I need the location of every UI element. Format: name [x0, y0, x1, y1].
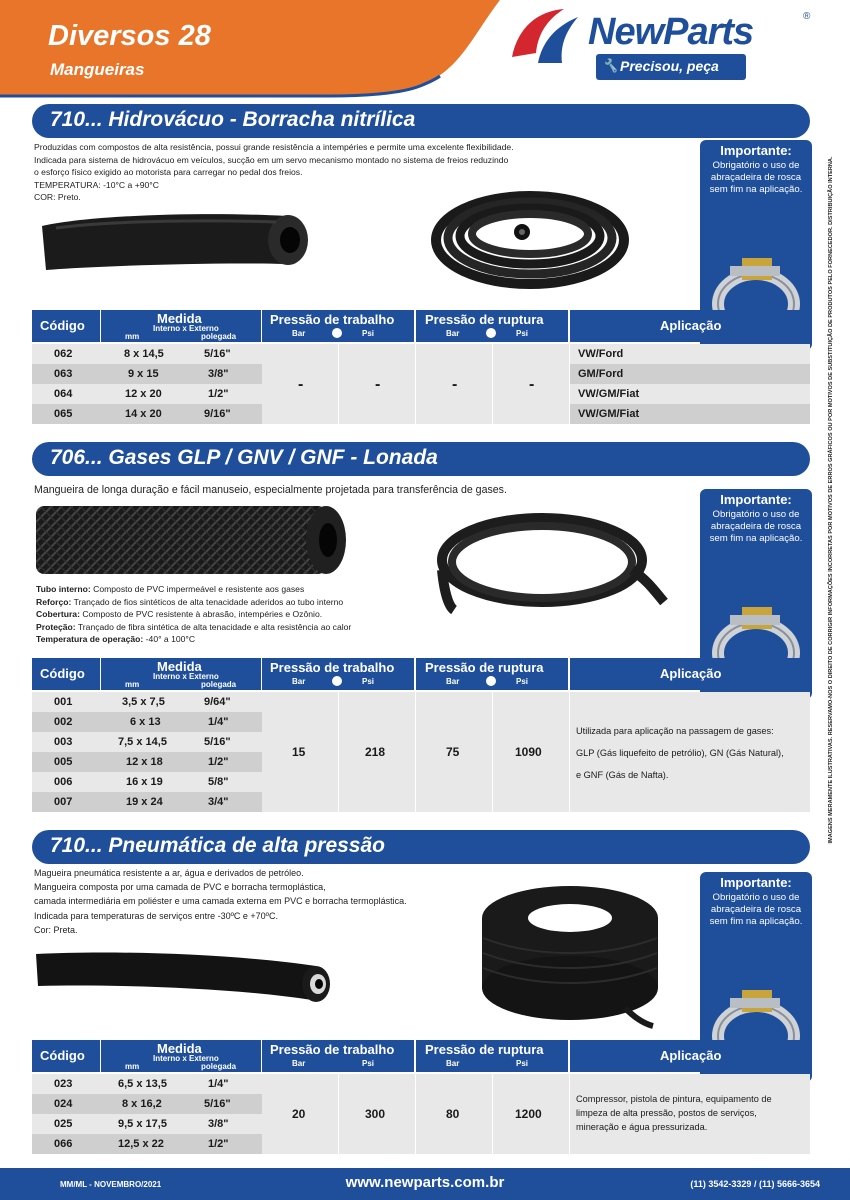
table-row	[32, 384, 262, 404]
burst-psi-value: -	[529, 376, 535, 393]
registered-mark: ®	[803, 11, 811, 22]
spec-item	[36, 596, 436, 609]
header-code-label: Código	[40, 318, 85, 333]
header-work-pressure-label: Pressão de trabalho	[270, 660, 395, 675]
header-code	[32, 658, 100, 690]
burst-bar-cell	[416, 344, 492, 424]
application-line: Utilizada para aplicação na passagem de gases:	[576, 726, 774, 736]
header-inch: polegada	[201, 1062, 237, 1071]
header-work-pressure-label: Pressão de trabalho	[270, 1042, 395, 1057]
description-line: Mangueira composta por uma camada de PVC e borracha termoplástica,	[34, 882, 326, 893]
table-row	[570, 364, 810, 384]
header-code	[32, 310, 100, 342]
important-title: Importante:	[720, 875, 792, 890]
header-bar: Bar	[446, 1059, 460, 1068]
spec-text: -40° a 100°C	[143, 634, 196, 644]
spec-text: Composto de PVC impermeável e resistente aos gases	[90, 584, 305, 594]
burst-psi-value: 1200	[515, 1107, 542, 1121]
burst-psi-value: 1090	[515, 745, 542, 759]
burst-psi-cell	[493, 692, 569, 812]
header-measure-label: Medida	[157, 1041, 202, 1056]
header-application-label: Aplicação	[660, 1048, 722, 1063]
table-row	[32, 364, 262, 384]
row-code: 023	[54, 1078, 73, 1090]
row-code: 007	[54, 796, 73, 808]
header-application	[570, 1040, 810, 1072]
header-work-pressure-label: Pressão de trabalho	[270, 312, 395, 327]
pneumatic-hose-image	[36, 940, 346, 1012]
row-mm: 8 x 14,5	[124, 348, 164, 360]
row-mm: 19 x 24	[126, 796, 163, 808]
header-psi: Psi	[516, 329, 529, 338]
page-header	[0, 0, 850, 100]
burst-bar-value: -	[452, 376, 458, 393]
application-line: Compressor, pistola de pintura, equipamento de	[576, 1094, 772, 1104]
work-psi-value: 218	[365, 745, 386, 759]
row-mm: 9 x 15	[128, 368, 159, 380]
header-code-label: Código	[40, 1048, 85, 1063]
application-cells	[570, 344, 810, 424]
work-bar-cell	[262, 1074, 338, 1154]
table-row	[570, 384, 810, 404]
header-application-label: Aplicação	[660, 666, 722, 681]
burst-bar-cell	[416, 1074, 492, 1154]
work-psi-cell	[339, 1074, 415, 1154]
footer-phones: (11) 3542-3329 / (11) 5666-3654	[690, 1179, 820, 1189]
logo-swoosh-icon	[508, 7, 586, 69]
section-intro	[34, 483, 694, 497]
row-code: 065	[54, 408, 73, 420]
spec-item	[36, 633, 436, 646]
hose-coil-image	[430, 180, 630, 290]
header-measure-sub: Interno x Externo	[153, 1054, 219, 1063]
spec-text: Trançado de fios sintéticos de alta tenacidade aderidos ao tubo interno	[71, 596, 344, 607]
application-cell	[570, 1074, 810, 1154]
header-application	[570, 310, 810, 342]
page-title: Diversos 28	[48, 20, 211, 52]
page-footer	[0, 1168, 850, 1200]
spec-table-gases	[32, 692, 810, 814]
spec-item	[36, 583, 436, 596]
row-code: 066	[54, 1138, 73, 1150]
important-text: Obrigatório o uso de abraçadeira de rosca sem fim na aplicação.	[709, 160, 803, 195]
header-inch: polegada	[201, 332, 237, 341]
important-text: Obrigatório o uso de abraçadeira de rosca sem fim na aplicação.	[709, 509, 803, 544]
row-inch: 1/4"	[208, 716, 229, 728]
header-burst-pressure-label: Pressão de ruptura	[425, 660, 544, 675]
table-row	[32, 732, 262, 752]
row-code: 063	[54, 368, 73, 380]
row-application: VW/GM/Fiat	[578, 408, 640, 420]
row-mm: 16 x 19	[126, 776, 163, 788]
header-bar: Bar	[292, 1059, 306, 1068]
footer-edition: MM/ML - NOVEMBRO/2021	[60, 1180, 162, 1189]
row-mm: 9,5 x 17,5	[118, 1118, 167, 1130]
table-row	[32, 772, 262, 792]
header-psi: Psi	[362, 329, 375, 338]
table-row	[32, 1134, 262, 1154]
spec-text: Trançado de fibra sintética de alta tenacidade e alta resistência ao calor	[75, 621, 352, 632]
row-application: VW/GM/Fiat	[578, 388, 640, 400]
row-mm: 12 x 18	[126, 756, 163, 768]
table-row	[32, 1074, 262, 1094]
spec-label: Reforço:	[36, 596, 72, 607]
header-code-label: Código	[40, 666, 85, 681]
row-code: 003	[54, 736, 73, 748]
table-row	[32, 1114, 262, 1134]
description-line: TEMPERATURA: -10°C a +90°C	[34, 179, 159, 190]
row-inch: 1/2"	[208, 756, 229, 768]
description-line: Indicada para sistema de hidrovácuo em veículos, sucção em um servo mecanismo montado no sistema de freios reduzindo	[34, 154, 509, 165]
work-psi-cell	[339, 692, 415, 812]
row-mm: 3,5 x 7,5	[122, 696, 165, 708]
table-row	[32, 404, 262, 424]
row-inch: 5/16"	[204, 736, 231, 748]
header-measure	[101, 658, 261, 690]
row-mm: 12,5 x 22	[118, 1138, 164, 1150]
brand-logo[interactable]	[508, 5, 818, 83]
header-work-pressure	[262, 1040, 414, 1072]
table-row	[32, 344, 262, 364]
header-measure-label: Medida	[157, 311, 202, 326]
header-inch: polegada	[201, 680, 237, 689]
header-bar: Bar	[292, 677, 306, 686]
header-mm: mm	[125, 332, 140, 341]
description-line: Indicada para temperaturas de serviços entre -30ºC e +70ºC.	[34, 910, 278, 921]
row-code: 025	[54, 1118, 73, 1130]
header-bar: Bar	[292, 329, 306, 338]
row-inch: 1/2"	[208, 388, 229, 400]
row-inch: 5/16"	[204, 348, 231, 360]
row-inch: 3/8"	[208, 368, 229, 380]
header-bar: Bar	[446, 329, 460, 338]
application-line: limpeza de alta pressão, postos de serviços,	[576, 1108, 757, 1118]
application-text	[576, 1092, 772, 1134]
header-burst-pressure-label: Pressão de ruptura	[425, 312, 544, 327]
table-row	[32, 712, 262, 732]
row-inch: 1/2"	[208, 1138, 229, 1150]
spec-label: Tubo interno:	[36, 584, 91, 594]
application-line: GLP (Gás liquefeito de petrólio), GN (Gás Natural),	[576, 748, 784, 758]
table-row	[570, 344, 810, 364]
description-line: Cor: Preta.	[34, 924, 78, 935]
row-application: VW/Ford	[578, 348, 624, 360]
row-code: 062	[54, 348, 73, 360]
row-inch: 1/4"	[208, 1078, 229, 1090]
header-mm: mm	[125, 1062, 140, 1071]
row-mm: 6,5 x 13,5	[118, 1078, 167, 1090]
work-psi-value: 300	[365, 1107, 386, 1121]
header-work-pressure	[262, 658, 414, 690]
row-code: 024	[54, 1098, 73, 1110]
table-row	[32, 752, 262, 772]
spec-table-pneumatica	[32, 1074, 810, 1156]
row-inch: 3/4"	[208, 796, 229, 808]
brand-name: NewParts	[588, 11, 754, 53]
gauge-icon	[486, 328, 496, 338]
spec-label: Cobertura:	[36, 609, 80, 619]
brand-slogan	[596, 54, 746, 80]
important-title: Importante:	[720, 143, 792, 158]
spec-table-hidrovacuo	[32, 344, 810, 424]
gauge-icon	[332, 328, 342, 338]
header-code	[32, 1040, 100, 1072]
footer-website-link[interactable]: www.newparts.com.br	[345, 1174, 505, 1191]
work-bar-value: 15	[292, 745, 306, 759]
row-application: GM/Ford	[578, 368, 624, 380]
side-disclaimer-text: IMAGENS MERAMENTE ILUSTRATIVAS. RESERVAMO-NOS O DIREITO DE CORRIGIR INFORMAÇÕES INCORRETAS POR MOTIVOS DE ERROS GRÁFICOS OU POR MOTIVOS DE SUBSTITUIÇÃO DE PRODUTOS PELO FORNECEDOR. DISTRIBUIÇÃO INTERNA.	[828, 156, 834, 844]
header-measure	[101, 1040, 261, 1072]
row-mm: 14 x 20	[125, 408, 162, 420]
section-title: 710... Hidrovácuo - Borracha nitrílica	[50, 108, 416, 131]
burst-bar-value: 75	[446, 745, 460, 759]
pneumatic-hose-coil-image	[475, 878, 665, 1030]
wrench-icon: 🔧	[602, 58, 619, 73]
description-line: Magueira pneumática resistente a ar, água e derivados de petróleo.	[34, 868, 304, 878]
table-row	[570, 404, 810, 424]
burst-bar-value: 80	[446, 1107, 460, 1121]
hose-image	[36, 208, 310, 272]
row-mm: 6 x 13	[130, 716, 161, 728]
table-row	[32, 1094, 262, 1114]
intro-text: Mangueira de longa duração e fácil manuseio, especialmente projetada para transferência de gases.	[34, 484, 507, 496]
row-mm: 12 x 20	[125, 388, 162, 400]
spec-label: Temperatura de operação:	[36, 634, 144, 644]
important-title: Importante:	[720, 492, 792, 507]
header-bar: Bar	[446, 677, 460, 686]
header-psi: Psi	[516, 677, 529, 686]
important-text: Obrigatório o uso de abraçadeira de rosca sem fim na aplicação.	[709, 892, 803, 927]
application-text	[576, 720, 784, 786]
row-code: 002	[54, 716, 73, 728]
row-inch: 5/8"	[208, 776, 229, 788]
spec-item	[36, 621, 436, 634]
table-rows	[32, 344, 262, 424]
application-line: e GNF (Gás de Nafta).	[576, 770, 669, 780]
row-inch: 3/8"	[208, 1118, 229, 1130]
header-burst-pressure	[416, 1040, 568, 1072]
header-burst-pressure	[416, 658, 568, 690]
table-row	[32, 692, 262, 712]
header-work-pressure	[262, 310, 414, 342]
description-line: Produzidas com compostos de alta resistência, possui grande resistência a intempéries e permite uma excelente flexibilidade.	[34, 142, 514, 152]
braided-hose-coil-image	[432, 510, 682, 616]
row-mm: 8 x 16,2	[122, 1098, 162, 1110]
table-row	[32, 792, 262, 812]
header-measure-sub: Interno x Externo	[153, 672, 219, 681]
row-code: 001	[54, 696, 73, 708]
work-bar-cell	[262, 692, 338, 812]
spec-list	[36, 583, 436, 646]
burst-psi-cell	[493, 344, 569, 424]
header-measure-sub: Interno x Externo	[153, 324, 219, 333]
row-code: 005	[54, 756, 73, 768]
header-burst-pressure	[416, 310, 568, 342]
header-burst-pressure-label: Pressão de ruptura	[425, 1042, 544, 1057]
header-psi: Psi	[362, 677, 375, 686]
header-measure-label: Medida	[157, 659, 202, 674]
description-line: camada intermediária em poliéster e uma camada externa em PVC e borracha termoplástica.	[34, 896, 407, 907]
application-cell	[570, 692, 810, 812]
row-inch: 9/64"	[204, 696, 231, 708]
row-inch: 5/16"	[204, 1098, 231, 1110]
section-banner-gases	[32, 442, 810, 476]
header-psi: Psi	[516, 1059, 529, 1068]
header-psi: Psi	[362, 1059, 375, 1068]
spec-label: Proteção:	[36, 621, 76, 632]
work-psi-value: -	[375, 376, 381, 393]
burst-bar-cell	[416, 692, 492, 812]
work-bar-value: 20	[292, 1107, 306, 1121]
gauge-icon	[486, 676, 496, 686]
spec-item	[36, 608, 436, 621]
slogan-text: Precisou, peça	[620, 58, 719, 74]
braided-hose-image	[36, 502, 348, 578]
work-bar-cell	[262, 344, 338, 424]
row-mm: 7,5 x 14,5	[118, 736, 167, 748]
page-subtitle: Mangueiras	[50, 60, 145, 79]
side-disclaimer	[822, 120, 840, 880]
row-inch: 9/16"	[204, 408, 231, 420]
burst-psi-cell	[493, 1074, 569, 1154]
header-application-label: Aplicação	[660, 318, 722, 333]
row-code: 064	[54, 388, 73, 400]
header-mm: mm	[125, 680, 140, 689]
spec-text: Composto de PVC resistente à abrasão, intempéries e Ozônio.	[79, 609, 323, 619]
description-line: o esforço físico exigido ao motorista para carregar no pedal dos freios.	[34, 167, 303, 177]
application-line: mineração e água pressurizada.	[576, 1122, 708, 1132]
section-description	[34, 866, 494, 937]
work-psi-cell	[339, 344, 415, 424]
section-banner-pneumatica	[32, 830, 810, 864]
gauge-icon	[332, 676, 342, 686]
work-bar-value: -	[298, 376, 304, 393]
header-application	[570, 658, 810, 690]
section-title: 706... Gases GLP / GNV / GNF - Lonada	[50, 446, 438, 469]
description-line: COR: Preto.	[34, 192, 81, 202]
header-measure	[101, 310, 261, 342]
section-title: 710... Pneumática de alta pressão	[50, 834, 385, 857]
section-banner-hidrovacuo	[32, 104, 810, 138]
row-code: 006	[54, 776, 73, 788]
